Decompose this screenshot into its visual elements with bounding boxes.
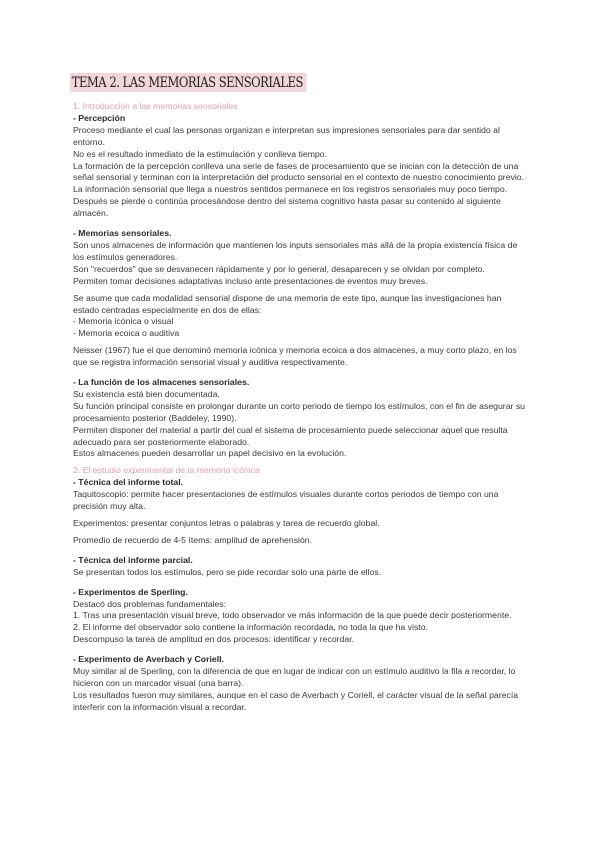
paragraph: Son unos almacenes de información que mantienen los inputs sensoriales más allá de la propia existencia física de los estímulos generadores. — [73, 239, 518, 262]
paragraph: Destacó dos problemas fundamentales: — [73, 598, 227, 609]
paragraph: Descompuso la tarea de amplitud en dos procesos: identificar y recordar. — [73, 634, 355, 645]
paragraph: La formación de la percepción conlleva una serie de fases de procesamiento que se inician con la detección de una señal sensorial y terminan con la interpretación del producto sensorial en el contexto de nuestro conocimiento previo. — [73, 160, 525, 183]
list-item: - Memoria icónica o visual — [73, 316, 174, 327]
page-title: TEMA 2. LAS MEMORIAS SENSORIALES — [70, 73, 306, 92]
section-heading: 1. Introducción a las memorias sensoriales — [73, 101, 238, 111]
paragraph: Estos almacenes pueden desarrollar un papel decisivo en la evolución. — [73, 448, 347, 459]
paragraph: Permiten disponer del material a partir del cual el sistema de procesamiento puede seleccionar aquel que resulta adecuado para ser posteriormente elaborado. — [73, 424, 508, 447]
list-item: 1. Tras una presentación visual breve, todo observador ve más información de la que puede decir posteriormente. — [73, 610, 512, 621]
section-heading: 2. El estudio experimental de la memoria icónica — [73, 465, 260, 476]
paragraph: Proceso mediante el cual las personas organizan e interpretan sus impresiones sensoriales para dar sentido al entorno. — [73, 124, 500, 147]
document-body — [73, 101, 529, 714]
paragraph: Neisser (1967) fue el que denominó memoria icónica y memoria ecoica a dos almacenes, a muy corto plazo, en los que se registra información sensorial visual y auditiva respectivamente. — [73, 345, 517, 368]
paragraph: Experimentos: presentar conjuntos letras o palabras y tarea de recuerdo global. — [73, 518, 380, 528]
paragraph: Los resultados fueron muy similares, aunque en el caso de Averbach y Coriell, el carácter visual de la señal parecía interferir con la información visual a recordar. — [73, 689, 519, 712]
paragraph: La información sensorial que llega a nuestros sentidos permanece en los registros sensoriales muy poco tiempo. Después se pierde o continúa procesándose dentro del sistema cognitivo hasta pasar su contenido al siguiente almacén. — [73, 184, 508, 219]
list-item: 2. El informe del observador solo contiene la información recordada, no toda la que ha visto. — [73, 622, 428, 633]
subheading: - Experimentos de Sperling. — [73, 586, 188, 597]
title-highlight — [70, 73, 345, 92]
paragraph: Muy similar al de Sperling, con la diferencia de que en lugar de indicar con un estímulo auditivo la fila a recordar, lo hicieron con un marcador visual (una barra). — [73, 666, 516, 688]
paragraph: Se asume que cada modalidad sensorial dispone de una memoria de este tipo, aunque las investigaciones han estado centradas especialmente en dos de ellas: — [73, 292, 502, 315]
paragraph: No es el resultado inmediato de la estimulación y conlleva tiempo. — [73, 148, 328, 159]
subheading: - Técnica del informe parcial. — [73, 554, 193, 565]
paragraph: Son "recuerdos" que se desvanecen rápidamente y por lo general, desaparecen y se olvidan por completo. — [73, 263, 485, 274]
paragraph: Se presentan todos los estímulos, pero se pide recordar solo una parte de ellos. — [73, 566, 382, 577]
paragraph: Permiten tomar decisiones adaptativas incluso ante presentaciones de eventos muy breves. — [73, 275, 428, 286]
subheading: - Memorias sensoriales. — [73, 228, 172, 239]
subheading: - La función de los almacenes sensoriales. — [73, 377, 250, 388]
subheading: - Experimento de Averbach y Coriell. — [73, 654, 224, 665]
paragraph: Taquitoscopio: permite hacer presentaciones de estímulos visuales durante cortos periodos de tiempo con una precisión muy alta. — [73, 489, 499, 512]
paragraph: Su existencia está bien documentada. — [73, 388, 220, 399]
paragraph: Su función principal consiste en prolongar durante un corto periodo de tiempo los estímulos, con el fin de asegurar su procesamiento posterior (Baddeley, 1990). — [73, 400, 526, 423]
list-item: - Memoria ecoica o auditiva — [73, 328, 180, 339]
paragraph: Promedio de recuerdo de 4-5 ítems: amplitud de aprehensión. — [73, 534, 313, 545]
subheading: - Técnica del informe total. — [73, 477, 184, 488]
subheading: - Percepción — [73, 112, 126, 123]
